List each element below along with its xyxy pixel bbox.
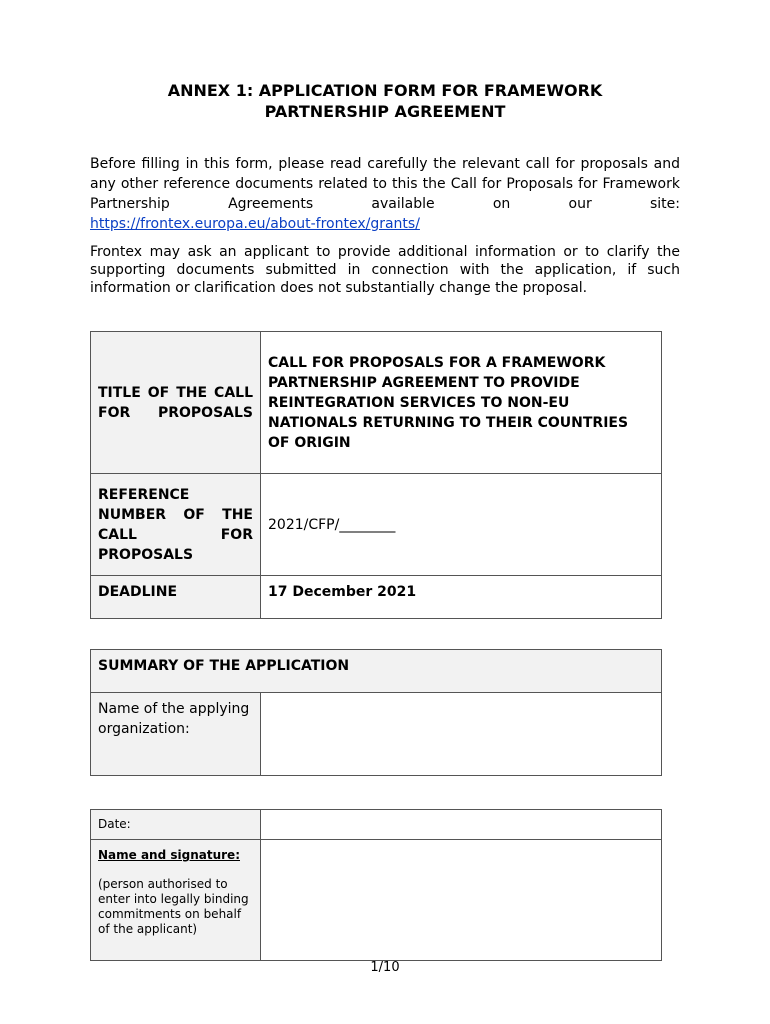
table-row <box>91 332 662 474</box>
deadline-label: DEADLINE <box>91 576 261 619</box>
call-info-table <box>90 331 662 619</box>
signature-label-cell <box>91 840 261 961</box>
signature-label: Name and signature: <box>98 848 240 862</box>
deadline-value: 17 December 2021 <box>261 576 662 619</box>
signature-table <box>90 809 662 961</box>
intro-paragraph-2: Frontex may ask an applicant to provide additional information or to clarify the supporting documents submitted in connection with the application, if such information or clarification does not substantially change the proposal. <box>90 244 680 296</box>
page-number: 1/10 <box>370 960 400 975</box>
table-row <box>91 693 662 776</box>
organization-label: Name of the applying organization: <box>91 693 261 776</box>
title-value: CALL FOR PROPOSALS FOR A FRAMEWORK PARTNERSHIP AGREEMENT TO PROVIDE REINTEGRATION SERVICES TO NON-EU NATIONALS RETURNING TO THEIR COUNTRIES OF ORIGIN <box>261 332 662 474</box>
title-line-1: ANNEX 1: APPLICATION FORM FOR FRAMEWORK <box>167 81 603 100</box>
reference-value: 2021/CFP/________ <box>261 474 662 576</box>
date-label: Date: <box>91 810 261 840</box>
document-title <box>90 80 680 122</box>
table-row <box>91 576 662 619</box>
signature-field[interactable] <box>261 840 662 961</box>
date-field[interactable] <box>261 810 662 840</box>
title-label: TITLE OF THE CALL FOR PROPOSALS <box>91 332 261 474</box>
table-row <box>91 810 662 840</box>
table-row <box>91 840 662 961</box>
grants-link[interactable]: https://frontex.europa.eu/about-frontex/grants/ <box>90 216 420 232</box>
table-row <box>91 650 662 693</box>
reference-label: REFERENCE NUMBER OF THE CALL FOR PROPOSALS <box>91 474 261 576</box>
intro-paragraph-1 <box>90 154 680 234</box>
summary-table <box>90 649 662 776</box>
table-row <box>91 474 662 576</box>
intro-text: Before filling in this form, please read carefully the relevant call for proposals and any other reference documents related to this the Call for Proposals for Framework Partnership Agreements available on our site: <box>90 156 680 212</box>
title-line-2: PARTNERSHIP AGREEMENT <box>264 102 506 121</box>
organization-field[interactable] <box>261 693 662 776</box>
signature-note: (person authorised to enter into legally binding commitments on behalf of the applicant) <box>98 877 249 936</box>
summary-header: SUMMARY OF THE APPLICATION <box>91 650 662 693</box>
